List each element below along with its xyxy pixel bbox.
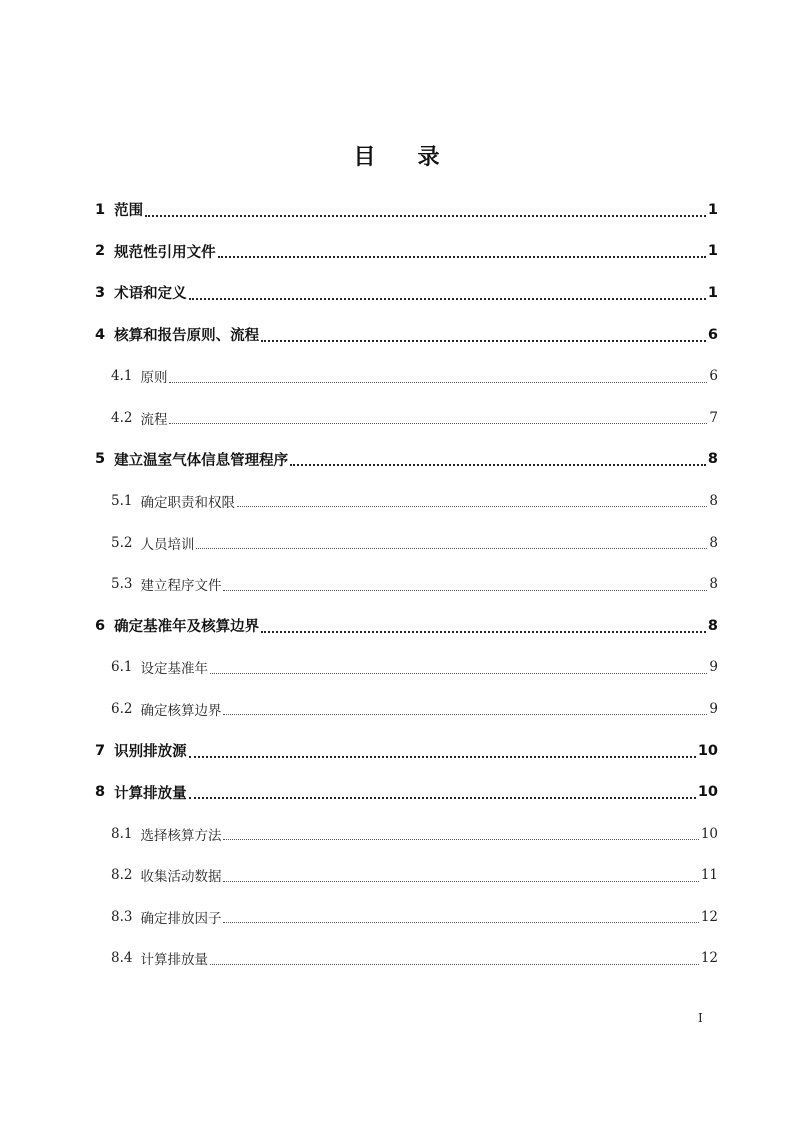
toc-subentry[interactable] xyxy=(95,938,718,980)
toc-entry-number: 4.1 xyxy=(111,368,133,385)
toc-entry-page: 7 xyxy=(709,409,718,426)
toc-entry-number: 1 xyxy=(95,201,106,218)
table-of-contents xyxy=(95,189,718,979)
toc-entry[interactable] xyxy=(95,231,718,273)
toc-entry-label: 确定排放因子 xyxy=(140,910,222,927)
toc-entry[interactable] xyxy=(95,439,718,481)
page-title-part-1: 目 xyxy=(353,145,376,170)
toc-entry[interactable] xyxy=(95,272,718,314)
toc-subentry[interactable] xyxy=(95,480,718,522)
toc-entry-number: 2 xyxy=(95,243,106,260)
toc-dot-leader xyxy=(196,546,707,549)
toc-entry-page: 10 xyxy=(700,825,718,842)
toc-subentry[interactable] xyxy=(95,688,718,730)
toc-entry-number: 3 xyxy=(95,284,106,301)
toc-entry-number: 6 xyxy=(95,617,106,634)
toc-entry-page: 12 xyxy=(700,950,718,967)
toc-entry-label: 计算排放量 xyxy=(140,952,208,969)
toc-dot-leader xyxy=(210,962,699,965)
toc-entry-label: 人员培训 xyxy=(140,536,195,553)
toc-dot-leader xyxy=(223,588,707,591)
page-title-part-2: 录 xyxy=(417,145,440,170)
toc-entry-number: 6.1 xyxy=(111,659,133,676)
toc-dot-leader xyxy=(261,338,706,342)
toc-entry-label: 建立程序文件 xyxy=(140,578,222,595)
toc-entry-number: 8.4 xyxy=(111,950,133,967)
toc-entry-page: 8 xyxy=(709,576,718,593)
toc-entry-page: 6 xyxy=(709,368,718,385)
toc-dot-leader xyxy=(237,504,707,507)
toc-subentry[interactable] xyxy=(95,397,718,439)
toc-entry-page: 11 xyxy=(700,867,718,884)
toc-entry-label: 确定基准年及核算边界 xyxy=(114,619,260,636)
toc-entry-number: 7 xyxy=(95,742,106,759)
toc-entry-number: 8.2 xyxy=(111,867,133,884)
toc-entry-number: 5.2 xyxy=(111,534,133,551)
toc-entry-label: 选择核算方法 xyxy=(140,827,222,844)
toc-dot-leader xyxy=(223,712,707,715)
toc-dot-leader xyxy=(210,671,707,674)
toc-entry-label: 设定基准年 xyxy=(140,661,208,678)
toc-entry-page: 8 xyxy=(707,617,718,634)
toc-entry-number: 5.3 xyxy=(111,576,133,593)
toc-subentry[interactable] xyxy=(95,813,718,855)
toc-entry[interactable] xyxy=(95,605,718,647)
toc-entry-number: 8 xyxy=(95,784,106,801)
toc-entry-label: 原则 xyxy=(140,370,168,387)
toc-entry-number: 8.3 xyxy=(111,908,133,925)
toc-entry-label: 确定核算边界 xyxy=(140,702,222,719)
toc-dot-leader xyxy=(145,213,706,217)
toc-entry-number: 6.2 xyxy=(111,700,133,717)
toc-entry-label: 范围 xyxy=(114,203,144,220)
toc-subentry[interactable] xyxy=(95,355,718,397)
toc-subentry[interactable] xyxy=(95,647,718,689)
toc-entry-number: 4.2 xyxy=(111,409,133,426)
toc-entry-page: 10 xyxy=(697,742,718,759)
toc-entry-page: 8 xyxy=(709,492,718,509)
toc-dot-leader xyxy=(189,795,696,799)
toc-entry[interactable] xyxy=(95,771,718,813)
footer-page-number: I xyxy=(698,1011,703,1025)
toc-dot-leader xyxy=(169,380,707,383)
toc-dot-leader xyxy=(223,879,698,882)
toc-entry-page: 8 xyxy=(707,451,718,468)
toc-entry-label: 识别排放源 xyxy=(114,744,187,761)
toc-entry-label: 流程 xyxy=(140,411,168,428)
toc-dot-leader xyxy=(290,462,706,466)
toc-entry-number: 4 xyxy=(95,326,106,343)
toc-entry[interactable] xyxy=(95,730,718,772)
toc-entry-page: 1 xyxy=(707,201,718,218)
toc-dot-leader xyxy=(261,629,706,633)
toc-dot-leader xyxy=(189,296,706,300)
toc-entry-label: 计算排放量 xyxy=(114,785,187,802)
toc-entry-page: 1 xyxy=(707,243,718,260)
toc-entry-page: 6 xyxy=(707,326,718,343)
toc-entry-number: 5.1 xyxy=(111,492,133,509)
toc-entry-page: 10 xyxy=(697,784,718,801)
toc-subentry[interactable] xyxy=(95,896,718,938)
toc-subentry[interactable] xyxy=(95,855,718,897)
toc-dot-leader xyxy=(189,754,696,758)
toc-entry-label: 确定职责和权限 xyxy=(140,494,235,511)
toc-entry[interactable] xyxy=(95,189,718,231)
toc-entry-page: 1 xyxy=(707,284,718,301)
toc-subentry[interactable] xyxy=(95,522,718,564)
toc-entry-page: 12 xyxy=(700,908,718,925)
toc-entry-label: 收集活动数据 xyxy=(140,869,222,886)
toc-entry-page: 8 xyxy=(709,534,718,551)
toc-entry-label: 术语和定义 xyxy=(114,286,187,303)
toc-entry-label: 建立温室气体信息管理程序 xyxy=(114,452,289,469)
toc-entry-page: 9 xyxy=(709,700,718,717)
toc-entry-number: 5 xyxy=(95,451,106,468)
toc-dot-leader xyxy=(169,421,707,424)
toc-dot-leader xyxy=(223,920,698,923)
toc-entry-label: 规范性引用文件 xyxy=(114,244,216,261)
toc-dot-leader xyxy=(223,837,698,840)
page-title xyxy=(0,140,793,171)
toc-entry[interactable] xyxy=(95,314,718,356)
toc-dot-leader xyxy=(218,254,706,258)
toc-entry-number: 8.1 xyxy=(111,825,133,842)
toc-subentry[interactable] xyxy=(95,563,718,605)
toc-entry-label: 核算和报告原则、流程 xyxy=(114,328,260,345)
toc-entry-page: 9 xyxy=(709,659,718,676)
